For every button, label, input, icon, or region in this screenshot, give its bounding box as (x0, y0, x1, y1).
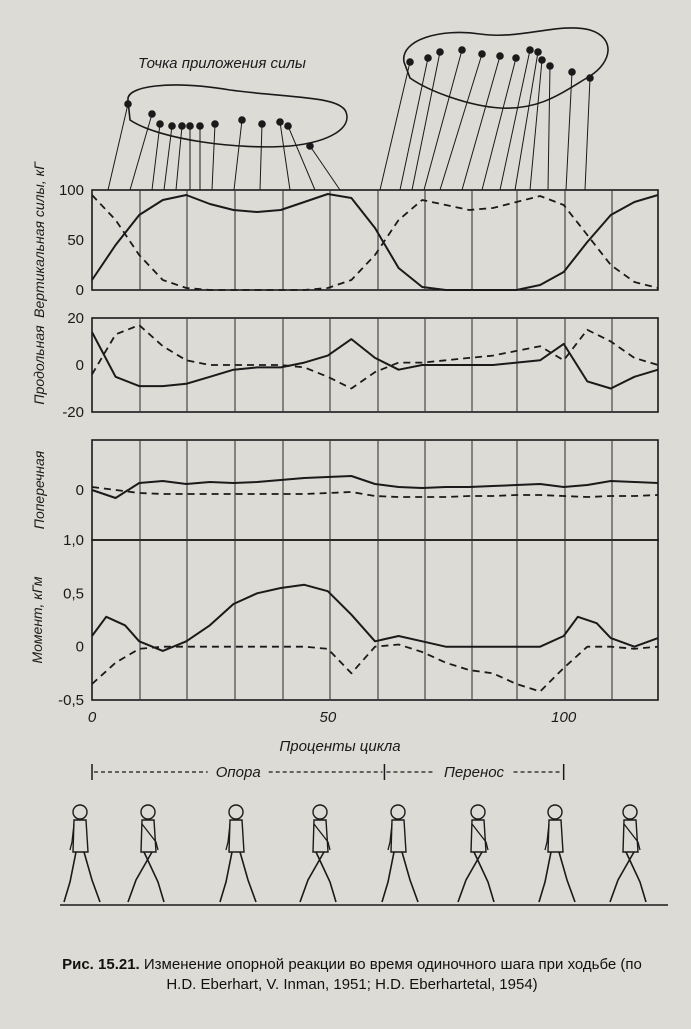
force-line (152, 124, 160, 190)
y-tick-label: 20 (67, 310, 84, 327)
y-tick-label: 50 (67, 232, 84, 249)
force-point-dot (496, 52, 504, 60)
force-line (462, 56, 500, 190)
y-tick-label: 0 (75, 357, 84, 374)
walker-head (229, 805, 243, 819)
force-point-dot (538, 56, 546, 64)
force-line (482, 58, 516, 190)
walker-leg (240, 852, 256, 902)
force-point-dot (284, 122, 292, 130)
y-axis-label: Продольная (31, 325, 47, 405)
force-point-dot (258, 120, 266, 128)
series-2-dashed (92, 645, 658, 692)
walker-head (623, 805, 637, 819)
series-2-dashed (92, 487, 658, 497)
walker-head (313, 805, 327, 819)
walker-torso (548, 820, 563, 852)
y-tick-label: -0,5 (58, 692, 84, 709)
force-point-dot (534, 48, 542, 56)
walker-leg (382, 852, 394, 902)
x-tick-label: 0 (87, 709, 97, 726)
walker-figure (220, 805, 256, 902)
panel-frame (92, 318, 658, 412)
figure-caption (52, 955, 652, 995)
walker-leg (458, 852, 482, 902)
force-line (400, 58, 428, 190)
panel-3 (31, 440, 658, 540)
walker-figure (458, 805, 494, 902)
caption-text: Изменение опорной реакции во время одиночного шага при ходьбе (по H.D. Eberhart, V. Inman, 1951; H.D. Eberhartetal, 1954) (143, 956, 642, 993)
force-point-dot (276, 118, 284, 126)
force-line (280, 122, 290, 190)
walker-leg (559, 852, 575, 902)
force-line (500, 50, 530, 190)
walker-figure (300, 805, 336, 902)
walker-figure (610, 805, 646, 902)
force-point-dot (512, 54, 520, 62)
phase-label-1: Опора (215, 764, 261, 781)
series-1-solid (92, 194, 658, 290)
force-point-dot (436, 48, 444, 56)
walker-torso (391, 820, 406, 852)
force-point-dot (178, 122, 186, 130)
walker-figure (382, 805, 418, 902)
panel-frame (92, 440, 658, 540)
series-2-dashed (92, 195, 658, 290)
y-tick-label: 0 (75, 282, 84, 299)
force-line (212, 124, 215, 190)
force-point-dot (168, 122, 176, 130)
walker-torso (229, 820, 244, 852)
force-line (176, 126, 182, 190)
walker-torso (73, 820, 88, 852)
panel-4 (29, 532, 658, 709)
force-point-dot (148, 110, 156, 118)
force-point-dot (586, 74, 594, 82)
x-axis-label: Проценты цикла (279, 738, 401, 755)
walker-leg (128, 852, 152, 902)
force-line (530, 60, 542, 190)
y-tick-label: 0 (75, 638, 84, 656)
walker-figure (128, 805, 164, 902)
force-line (288, 126, 315, 190)
walker-leg (220, 852, 232, 902)
x-tick-label: 50 (319, 709, 337, 726)
force-line (380, 62, 410, 190)
y-axis-label: Вертикальная силы, кГ (31, 162, 47, 318)
force-point-dot (546, 62, 554, 70)
force-line (585, 78, 590, 190)
force-point-dot (568, 68, 576, 76)
force-point-dot (156, 120, 164, 128)
force-point-dot (238, 116, 246, 124)
force-point-dot (458, 46, 466, 54)
force-line (234, 120, 242, 190)
walker-figure (64, 805, 100, 902)
walker-head (471, 805, 485, 819)
force-line (108, 104, 128, 190)
panel-1 (31, 161, 658, 318)
panel-2 (31, 310, 658, 421)
force-point-dot (526, 46, 534, 54)
force-point-dot (186, 122, 194, 130)
force-point-dot (196, 122, 204, 130)
foot-outline-left (128, 85, 347, 147)
y-axis-label: Поперечная (31, 450, 47, 530)
force-point-dot (124, 100, 132, 108)
walker-head (548, 805, 562, 819)
force-point-dot (406, 58, 414, 66)
panel-frame (92, 190, 658, 290)
series-1-solid (92, 332, 658, 388)
caption-label: Рис. 15.21. (62, 956, 140, 973)
panel-frame (92, 540, 658, 700)
force-point-dot (424, 54, 432, 62)
walker-leg (539, 852, 551, 902)
force-line (412, 52, 440, 190)
walker-figure (539, 805, 575, 902)
y-tick-label: 1,0 (63, 532, 84, 549)
walker-head (73, 805, 87, 819)
force-point-dot (211, 120, 219, 128)
force-line (260, 124, 262, 190)
force-line (310, 146, 340, 190)
walker-leg (402, 852, 418, 902)
walker-leg (64, 852, 76, 902)
y-tick-label: 0 (75, 482, 84, 499)
walker-head (391, 805, 405, 819)
walker-leg (300, 852, 324, 902)
force-line (548, 66, 550, 190)
series-1-solid (92, 585, 658, 651)
force-line (424, 50, 462, 190)
walker-head (141, 805, 155, 819)
walker-leg (84, 852, 100, 902)
y-tick-label: 0,5 (63, 585, 84, 603)
x-tick-label: 100 (551, 709, 577, 726)
y-axis-label: Момент, кГм (29, 576, 45, 664)
force-point-dot (478, 50, 486, 58)
force-line (515, 52, 538, 190)
phase-label-2: Перенос (444, 764, 505, 781)
force-line (440, 54, 482, 190)
force-point-dot (306, 142, 314, 150)
y-tick-label: -20 (62, 404, 84, 421)
walker-leg (610, 852, 634, 902)
y-tick-label: 100 (58, 182, 84, 199)
force-point-label: Точка приложения силы (138, 55, 306, 72)
